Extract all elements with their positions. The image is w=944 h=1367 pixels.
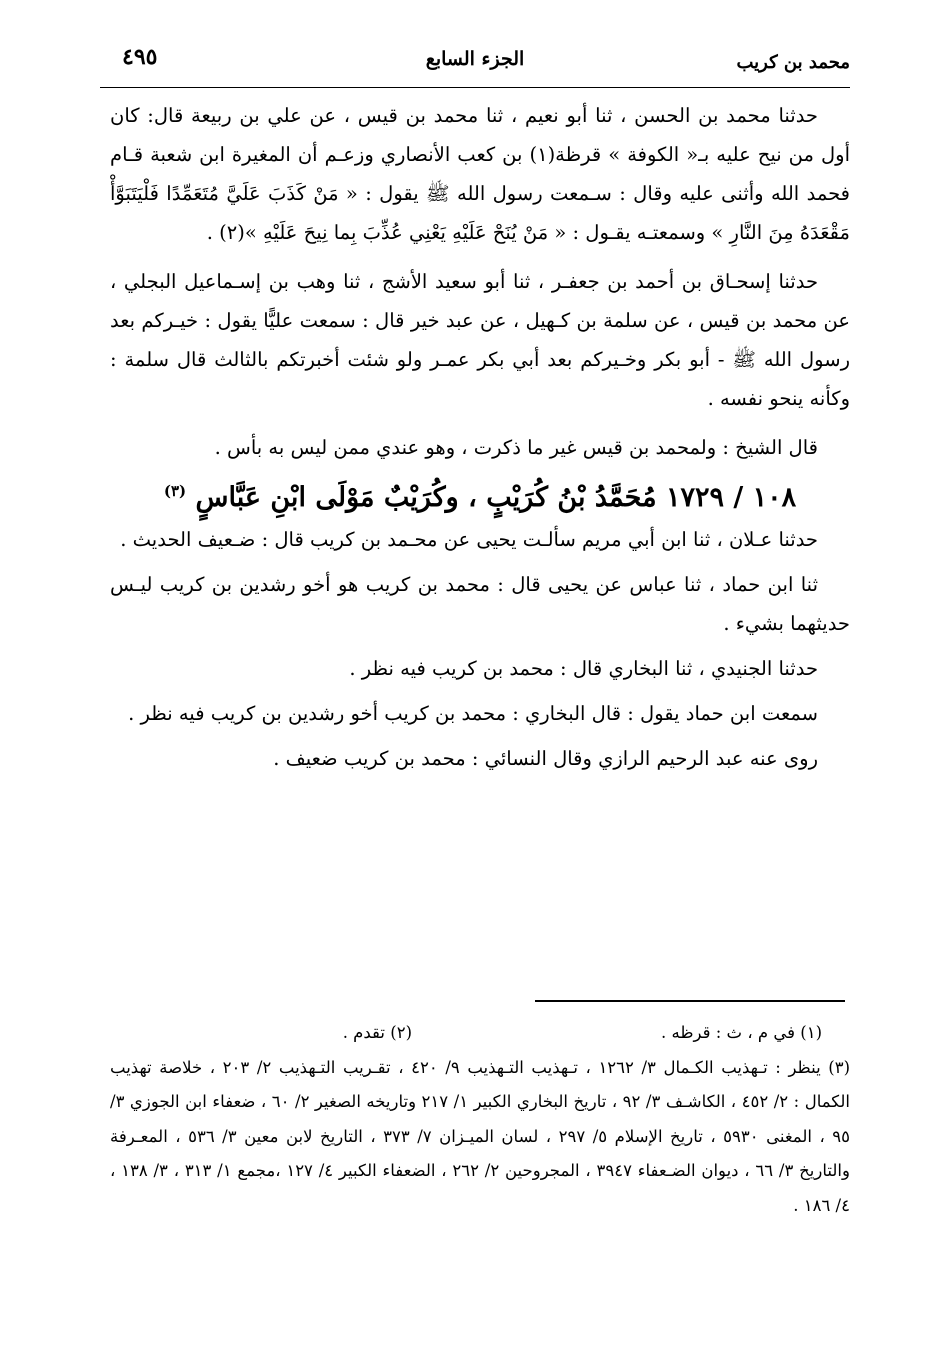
entry-paragraph-4: سمعت ابن حماد يقول : قال البخاري : محمد بن كريب أخو رشدين بن كريب فيه نظر . [128,702,818,725]
entry-heading-footnote-mark: (٣) [163,482,187,500]
footnote-separator [535,1000,845,1002]
running-header [100,38,850,88]
main-text [110,96,850,778]
volume-title: الجزء السابع [425,48,525,70]
page-number: ٤٩٥ [122,44,158,70]
header-rule [100,87,850,88]
paragraph-shaykh-remark: قال الشيخ : ولمحمد بن قيس غير ما ذكرت ، وهو عندي ممن ليس به بأس . [214,436,818,459]
footnote-3: (٣) ينظر : تـهذيب الكـمال ٣/ ١٢٦٢ ، تـهذيب التـهذيب ٩/ ٤٢٠ ، تقـريب التـهذيب ٢/ ٢٠٣ ، خلاصة تهذيب الكمال : ٢/ ٤٥٢ ، الكاشـف ٣/ ٩٢ ، تاريخ البخاري الكبير ١/ ٢١٧ وتاريخه الصغير ٢/ ٦٠ ، ضعفاء ابن الجوزي ٣/ ٩٥ ، المغنى ٥٩٣٠ ، تاريخ الإسلام ٥/ ٢٩٧ ، لسان الميـزان ٧/ ٣٧٣ ، التاريخ لابن معين ٣/ ٥٣٦ ، المعـرفة والتاريخ ٣/ ٦٦ ، ديوان الضـعفاء ٣٩٤٧ ، المجروحين ٢/ ٢٦٢ ، الضعفاء الكبير ٤/ ١٢٧ ،مجمع ١/ ٣١٣ ، ٣/ ١٣٨ ، ٤/ ١٨٦ . [110,1057,851,1215]
paragraph-narration-2: حدثنا إسحـاق بن أحمد بن جعفـر ، ثنا أبو سعيد الأشج ، ثنا وهب بن إسـماعيل البجلي ، عن محمد بن قيس ، عن سلمة بن كـهيل ، عن عبد خير قال : سمعت عليًّا يقول : خيـركم بعد رسول الله ﷺ - أبو بكر وخـيركم بعد أبي بكر عمـر ولو شئت أخبرتكم بالثالث قال سلمة : وكأنه ينحو نفسه . [110,270,850,410]
footnote-2: (٢) تقدم . [342,1023,412,1042]
entry-paragraph-1: حدثنا عـلان ، ثنا ابن أبي مريم سألـت يحيى عن محـمد بن كريب قال : ضـعيف الحديث . [120,528,818,551]
footnote-1: (١) في م ، ث : قرظه . [661,1023,822,1042]
entry-heading-text: ١٠٨ / ١٧٢٩ مُحَمَّدُ بْنُ كُرَيْبٍ ، وكُرَيْبٌ مَوْلَى ابْنِ عَبَّاسٍ [195,482,797,513]
entry-paragraph-5: روى عنه عبد الرحيم الرازي وقال النسائي : محمد بن كريب ضعيف . [273,747,818,770]
entry-running-title: محمد بن كريب [736,52,850,73]
entry-heading [110,469,850,520]
entry-paragraph-2: ثنا ابن حماد ، ثنا عباس عن يحيى قال : محمد بن كريب هو أخو رشدين بن كريب ليـس حديثهما بشيء . [110,573,850,635]
entry-paragraph-3: حدثنا الجنيدي ، ثنا البخاري قال : محمد بن كريب فيه نظر . [349,657,818,680]
paragraph-narration-1: حدثنا محمد بن الحسن ، ثنا أبو نعيم ، ثنا محمد بن قيس ، عن علي بن ربيعة قال: كان أول من نيح عليه بـ« الكوفة » قرظة(١) بن كعب الأنصاري وزعـم أن المغيرة ابن شعبة قـام فحمد الله وأثنى عليه وقال : سـمعت رسول الله ﷺ يقول : « مَنْ كَذَبَ عَلَيَّ مُتَعَمِّدًا فَلْيَتَبَوَّأْ مَقْعَدَهُ مِنَ النَّارِ » وسمعتـه يقـول : « مَنْ يُنَحْ عَلَيْهِ يَعْنِي عُذِّبَ بِما نِيحَ عَلَيْهِ »(٢) . [110,104,851,244]
footnotes [110,1016,850,1223]
